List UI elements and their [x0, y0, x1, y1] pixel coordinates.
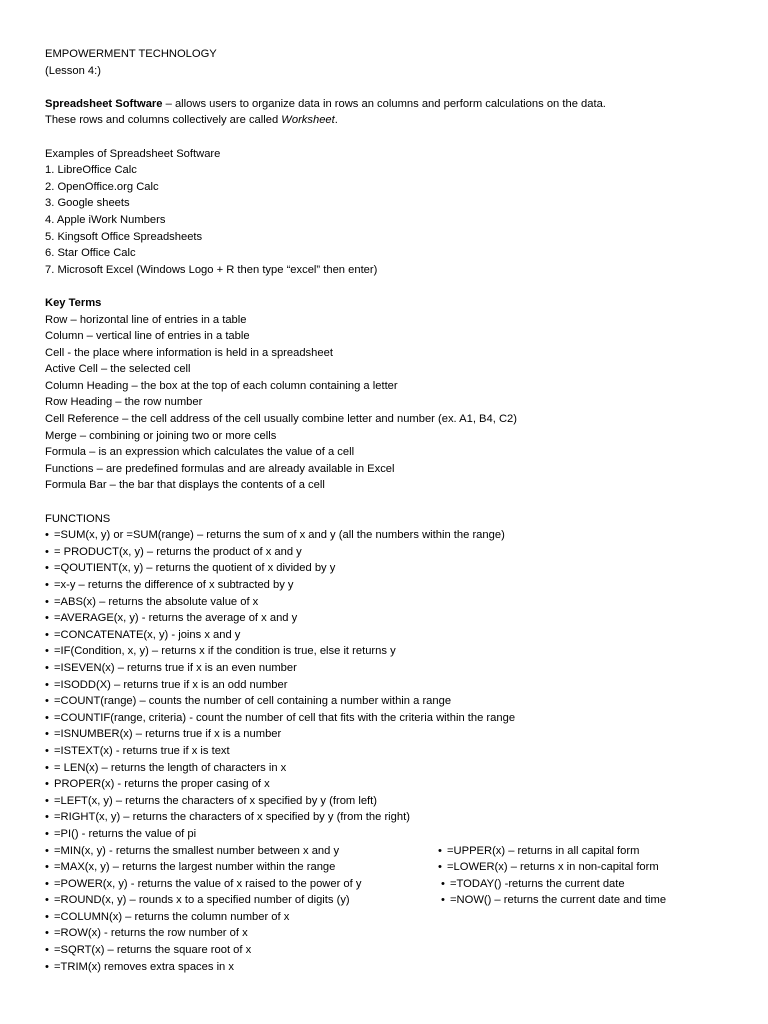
function-item: =ISEVEN(x) – returns true if x is an even number: [54, 661, 297, 674]
function-row: [45, 643, 735, 660]
function-item-right: [438, 859, 659, 876]
bullet-icon: •: [45, 728, 49, 741]
function-row: [45, 577, 735, 594]
bullet-icon: •: [441, 877, 445, 890]
function-row: [45, 843, 735, 860]
function-row: [45, 677, 735, 694]
bullet-icon: •: [45, 595, 49, 608]
function-item: =COLUMN(x) – returns the column number of x: [54, 910, 290, 923]
function-row: [45, 925, 735, 942]
function-item: =CONCATENATE(x, y) - joins x and y: [54, 628, 241, 641]
bullet-icon: •: [438, 861, 442, 874]
function-item: =ISODD(X) – returns true if x is an odd number: [54, 678, 288, 691]
bullet-icon: •: [45, 661, 49, 674]
function-row: [45, 942, 735, 959]
function-item: =COUNT(range) – counts the number of cell containing a number within a range: [54, 695, 452, 708]
function-item: =LOWER(x) – returns x in non-capital form: [447, 861, 659, 874]
bullet-icon: •: [45, 678, 49, 691]
bullet-icon: •: [45, 861, 49, 874]
bullet-icon: •: [45, 827, 49, 840]
bullet-icon: •: [45, 562, 49, 575]
bullet-icon: •: [45, 811, 49, 824]
function-row: [45, 826, 735, 843]
function-item: =NOW() – returns the current date and time: [450, 894, 667, 907]
function-item: =TODAY() -returns the current date: [450, 877, 625, 890]
function-row: [45, 743, 735, 760]
function-row: [45, 627, 735, 644]
key-term: Column – vertical line of entries in a table: [45, 330, 250, 343]
bullet-icon: •: [45, 844, 49, 857]
bullet-icon: •: [45, 894, 49, 907]
functions-list: [45, 527, 735, 975]
document-body: [45, 46, 735, 975]
bullet-icon: •: [45, 794, 49, 807]
function-item: =ABS(x) – returns the absolute value of x: [54, 595, 259, 608]
bullet-icon: •: [45, 910, 49, 923]
key-term: Formula Bar – the bar that displays the contents of a cell: [45, 479, 325, 492]
examples-heading: Examples of Spreadsheet Software: [45, 147, 221, 160]
bullet-icon: •: [441, 894, 445, 907]
function-row: [45, 710, 735, 727]
function-item: PROPER(x) - returns the proper casing of x: [54, 778, 270, 791]
function-row: [45, 560, 735, 577]
intro-line-2: These rows and columns collectively are called Worksheet.: [45, 114, 338, 127]
function-row: [45, 660, 735, 677]
function-item: =RIGHT(x, y) – returns the characters of x specified by y (from the right): [54, 811, 410, 824]
list-item: 2. OpenOffice.org Calc: [45, 180, 159, 193]
function-item: =TRIM(x) removes extra spaces in x: [54, 960, 234, 973]
function-row: [45, 544, 735, 561]
function-item: =MAX(x, y) – returns the largest number within the range: [54, 861, 336, 874]
functions-heading: FUNCTIONS: [45, 512, 111, 525]
function-row: [45, 959, 735, 976]
intro-term: Spreadsheet Software: [45, 97, 163, 110]
list-item: 6. Star Office Calc: [45, 247, 136, 260]
function-row: [45, 693, 735, 710]
bullet-icon: •: [45, 927, 49, 940]
bullet-icon: •: [45, 944, 49, 957]
function-row: [45, 809, 735, 826]
function-item: =SQRT(x) – returns the square root of x: [54, 944, 252, 957]
bullet-icon: •: [45, 778, 49, 791]
bullet-icon: •: [45, 645, 49, 658]
key-term: Cell - the place where information is held in a spreadsheet: [45, 346, 333, 359]
list-item: 7. Microsoft Excel (Windows Logo + R then type “excel” then enter): [45, 263, 378, 276]
list-item: 4. Apple iWork Numbers: [45, 213, 166, 226]
function-row: [45, 760, 735, 777]
key-term: Column Heading – the box at the top of each column containing a letter: [45, 379, 398, 392]
bullet-icon: •: [45, 529, 49, 542]
function-item: =ROUND(x, y) – rounds x to a specified number of digits (y): [54, 894, 350, 907]
function-row: [45, 793, 735, 810]
bullet-icon: •: [45, 628, 49, 641]
bullet-icon: •: [45, 612, 49, 625]
bullet-icon: •: [45, 579, 49, 591]
intro-definition: – allows users to organize data in rows an columns and perform calculations on the data.: [162, 97, 606, 110]
function-item: =IF(Condition, x, y) – returns x if the condition is true, else it returns y: [54, 645, 396, 658]
key-term: Cell Reference – the cell address of the cell usually combine letter and number (ex. A1, B4, C2): [45, 413, 517, 426]
list-item: 1. LibreOffice Calc: [45, 164, 137, 177]
function-item: = LEN(x) – returns the length of characters in x: [54, 761, 287, 774]
function-item-right: [441, 892, 666, 909]
bullet-icon: •: [45, 545, 49, 558]
function-item: =UPPER(x) – returns in all capital form: [447, 844, 640, 857]
function-item: =AVERAGE(x, y) - returns the average of x and y: [54, 612, 298, 625]
function-item: =PI() - returns the value of pi: [54, 827, 197, 840]
function-item: =ROW(x) - returns the row number of x: [54, 927, 248, 940]
bullet-icon: •: [438, 844, 442, 857]
key-term: Merge – combining or joining two or more cells: [45, 429, 277, 442]
function-item: =SUM(x, y) or =SUM(range) – returns the sum of x and y (all the numbers within the range): [54, 529, 505, 542]
function-item: = PRODUCT(x, y) – returns the product of x and y: [54, 545, 302, 558]
function-item-right: [438, 843, 639, 860]
function-row: [45, 527, 735, 544]
key-term: Formula – is an expression which calculates the value of a cell: [45, 446, 355, 459]
document-title: EMPOWERMENT TECHNOLOGY: [45, 48, 217, 60]
key-term: Active Cell – the selected cell: [45, 363, 191, 376]
function-item: =ISTEXT(x) - returns true if x is text: [54, 744, 230, 757]
function-item: =MIN(x, y) - returns the smallest number between x and y: [54, 844, 340, 857]
bullet-icon: •: [45, 744, 49, 757]
function-row: [45, 594, 735, 611]
function-item: =x-y – returns the difference of x subtracted by y: [54, 579, 294, 591]
function-item: =ISNUMBER(x) – returns true if x is a number: [54, 728, 282, 741]
function-row: [45, 892, 735, 909]
function-item: =QOUTIENT(x, y) – returns the quotient of x divided by y: [54, 562, 336, 575]
function-row: [45, 859, 735, 876]
function-row: [45, 776, 735, 793]
worksheet-term: Worksheet: [281, 114, 335, 127]
bullet-icon: •: [45, 761, 49, 774]
bullet-icon: •: [45, 711, 49, 724]
function-row: [45, 726, 735, 743]
function-row: [45, 876, 735, 893]
key-term: Row – horizontal line of entries in a table: [45, 313, 247, 326]
function-row: [45, 909, 735, 926]
key-terms-heading: Key Terms: [45, 296, 102, 309]
function-item: =LEFT(x, y) – returns the characters of x specified by y (from left): [54, 794, 377, 807]
function-item: =POWER(x, y) - returns the value of x raised to the power of y: [54, 877, 362, 890]
bullet-icon: •: [45, 960, 49, 973]
key-term: Row Heading – the row number: [45, 396, 203, 409]
list-item: 3. Google sheets: [45, 197, 130, 210]
lesson-label: (Lesson 4:): [45, 64, 101, 77]
bullet-icon: •: [45, 877, 49, 890]
function-item: =COUNTIF(range, criteria) - count the number of cell that fits with the criteria within the range: [54, 711, 516, 724]
function-item-right: [441, 876, 625, 893]
list-item: 5. Kingsoft Office Spreadsheets: [45, 230, 203, 243]
function-row: [45, 610, 735, 627]
key-term: Functions – are predefined formulas and are already available in Excel: [45, 462, 395, 475]
bullet-icon: •: [45, 695, 49, 708]
intro-line-1: [45, 96, 735, 113]
